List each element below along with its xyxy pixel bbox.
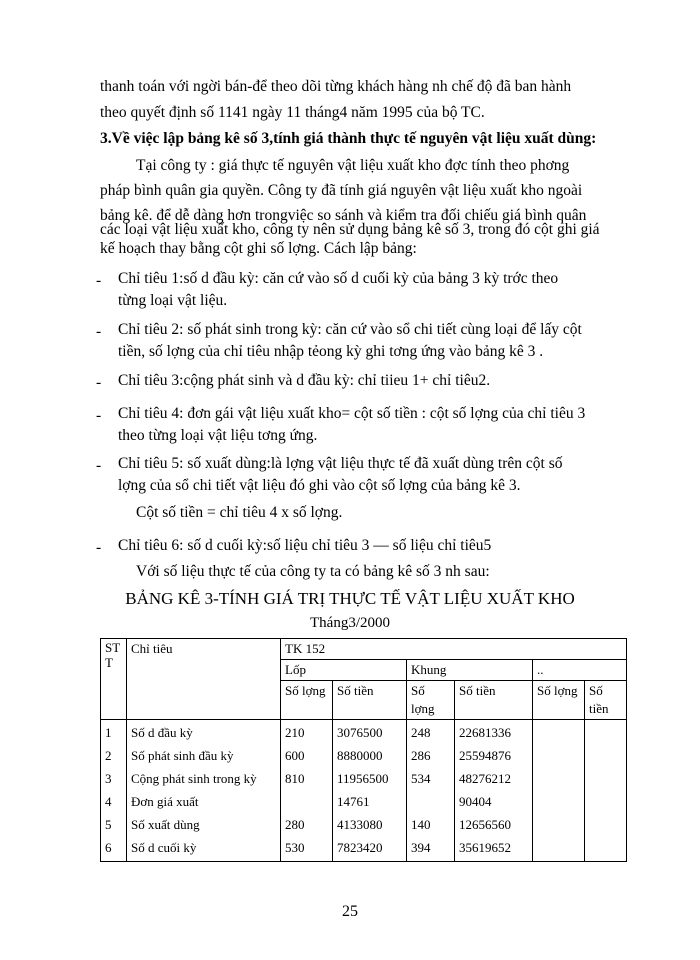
lop-quantity: 210 bbox=[281, 720, 333, 747]
other-amount bbox=[585, 838, 627, 862]
lop-amount: 3076500 bbox=[333, 720, 407, 747]
sub-header: Số lợng bbox=[533, 681, 585, 720]
table-row bbox=[101, 792, 627, 815]
khung-quantity: 140 bbox=[407, 815, 455, 838]
table-row bbox=[101, 720, 627, 747]
paragraph-line: pháp bình quân gia quyền. Công ty đã tính giá nguyên vật liệu xuất kho ngoài bbox=[100, 182, 583, 199]
bullet-text: Chỉ tiêu 4: đơn gái vật liệu xuất kho= cột số tiền : cột số lợng của chỉ tiêu 3 bbox=[118, 405, 586, 422]
paragraph-line: kế hoạch thay bằng cột ghi số lợng. Cách lập bảng: bbox=[100, 240, 417, 257]
lop-amount: 7823420 bbox=[333, 838, 407, 862]
row-label: Số xuất dùng bbox=[127, 815, 281, 838]
bullet-text: Chỉ tiêu 3:cộng phát sinh và d đầu kỳ: chỉ tiieu 1+ chỉ tiêu2. bbox=[118, 372, 491, 389]
table-row bbox=[101, 838, 627, 862]
other-amount bbox=[585, 792, 627, 815]
paragraph-line: bảng kê. để dễ dàng hơn trongviệc so sánh và kiểm tra đối chiếu giá bình quân bbox=[100, 207, 587, 224]
other-quantity bbox=[533, 769, 585, 792]
khung-amount: 22681336 bbox=[455, 720, 533, 747]
other-quantity bbox=[533, 746, 585, 769]
bullet-text: Chỉ tiêu 5: số xuất dùng:là lợng vật liệu thực tế đã xuất dùng trên cột số bbox=[118, 455, 563, 472]
page-number: 25 bbox=[342, 903, 358, 920]
bullet-dash: - bbox=[96, 457, 102, 474]
khung-amount: 48276212 bbox=[455, 769, 533, 792]
khung-quantity bbox=[407, 792, 455, 815]
table-row bbox=[101, 746, 627, 769]
group-header-khung: Khung bbox=[407, 660, 533, 681]
other-quantity bbox=[533, 815, 585, 838]
bullet-text: theo từng loại vật liệu tơng ứng. bbox=[118, 427, 318, 444]
stt-header: STT bbox=[101, 639, 127, 720]
lop-quantity: 600 bbox=[281, 746, 333, 769]
bullet-text: Chỉ tiêu 2: số phát sinh trong kỳ: căn cứ vào sổ chi tiết cùng loại để lấy cột bbox=[118, 321, 582, 338]
other-amount bbox=[585, 746, 627, 769]
khung-amount: 12656560 bbox=[455, 815, 533, 838]
row-label: Cộng phát sinh trong kỳ bbox=[127, 769, 281, 792]
intro-line: Với số liệu thực tế của công ty ta có bảng kê số 3 nh sau: bbox=[136, 563, 490, 580]
inventory-table bbox=[100, 638, 627, 862]
bullet-dash: - bbox=[96, 323, 102, 340]
lop-amount: 8880000 bbox=[333, 746, 407, 769]
khung-quantity: 394 bbox=[407, 838, 455, 862]
table-title: BẢNG KÊ 3-TÍNH GIÁ TRỊ THỰC TẾ VẬT LIỆU XUẤT KHO bbox=[125, 589, 575, 608]
lop-quantity: 530 bbox=[281, 838, 333, 862]
row-stt: 5 bbox=[101, 815, 127, 838]
bullet-dash: - bbox=[96, 407, 102, 424]
sub-header: Số lợng bbox=[407, 681, 455, 720]
section-heading: 3.Về việc lập bảng kê số 3,tính giá thành thực tế nguyên vật liệu xuất dùng: bbox=[100, 130, 597, 147]
paragraph-line: các loại vật liệu xuất kho, công ty nên sử dụng bảng kê số 3, trong đó cột ghi giá bbox=[100, 221, 600, 238]
other-quantity bbox=[533, 720, 585, 747]
sub-header: Số tiền bbox=[333, 681, 407, 720]
bullet-text: từng loại vật liệu. bbox=[118, 292, 228, 309]
table-row bbox=[101, 769, 627, 792]
khung-amount: 25594876 bbox=[455, 746, 533, 769]
chi-tieu-header: Chỉ tiêu bbox=[127, 639, 281, 720]
other-amount bbox=[585, 769, 627, 792]
paragraph-line: Tại công ty : giá thực tế nguyên vật liệu xuất kho đợc tính theo phơng bbox=[136, 157, 570, 174]
khung-amount: 35619652 bbox=[455, 838, 533, 862]
table-subtitle: Tháng3/2000 bbox=[310, 615, 390, 631]
khung-quantity: 534 bbox=[407, 769, 455, 792]
bullet-text: Chỉ tiêu 1:số d đầu kỳ: căn cứ vào số d cuối kỳ của bảng 3 kỳ trớc theo bbox=[118, 270, 559, 287]
group-header-other: .. bbox=[533, 660, 627, 681]
lop-amount: 14761 bbox=[333, 792, 407, 815]
lop-quantity: 810 bbox=[281, 769, 333, 792]
group-header-lop: Lốp bbox=[281, 660, 407, 681]
row-label: Số phát sinh đầu kỳ bbox=[127, 746, 281, 769]
row-stt: 6 bbox=[101, 838, 127, 862]
paragraph-line: thanh toán với ngời bán-để theo dõi từng khách hàng nh chế độ đã ban hành bbox=[100, 78, 572, 95]
formula-line: Cột số tiền = chỉ tiêu 4 x số lợng. bbox=[136, 504, 343, 521]
row-stt: 2 bbox=[101, 746, 127, 769]
other-amount bbox=[585, 720, 627, 747]
row-label: Đơn giá xuất bbox=[127, 792, 281, 815]
row-stt: 1 bbox=[101, 720, 127, 747]
row-stt: 4 bbox=[101, 792, 127, 815]
row-stt: 3 bbox=[101, 769, 127, 792]
other-quantity bbox=[533, 838, 585, 862]
table-row bbox=[101, 815, 627, 838]
other-quantity bbox=[533, 792, 585, 815]
lop-quantity bbox=[281, 792, 333, 815]
bullet-text: Chỉ tiêu 6: số d cuối kỳ:số liệu chỉ tiêu 3 — số liệu chỉ tiêu5 bbox=[118, 537, 492, 554]
bullet-text: tiền, số lợng của chỉ tiêu nhập tẻong kỳ ghi tơng ứng vào bảng kê 3 . bbox=[118, 343, 544, 360]
lop-quantity: 280 bbox=[281, 815, 333, 838]
sub-header: Số lợng bbox=[281, 681, 333, 720]
khung-quantity: 286 bbox=[407, 746, 455, 769]
bullet-dash: - bbox=[96, 272, 102, 289]
row-label: Số d cuối kỳ bbox=[127, 838, 281, 862]
paragraph-line: theo quyết định số 1141 ngày 11 tháng4 năm 1995 của bộ TC. bbox=[100, 104, 485, 121]
bullet-dash: - bbox=[96, 374, 102, 391]
bullet-text: lợng của sổ chi tiết vật liệu đó ghi vào cột số lợng của bảng kê 3. bbox=[118, 477, 521, 494]
other-amount bbox=[585, 815, 627, 838]
lop-amount: 4133080 bbox=[333, 815, 407, 838]
sub-header: Số tiền bbox=[585, 681, 627, 720]
sub-header: Số tiền bbox=[455, 681, 533, 720]
khung-amount: 90404 bbox=[455, 792, 533, 815]
lop-amount: 11956500 bbox=[333, 769, 407, 792]
bullet-dash: - bbox=[96, 539, 102, 556]
account-header: TK 152 bbox=[281, 639, 627, 660]
row-label: Số d đầu kỳ bbox=[127, 720, 281, 747]
khung-quantity: 248 bbox=[407, 720, 455, 747]
